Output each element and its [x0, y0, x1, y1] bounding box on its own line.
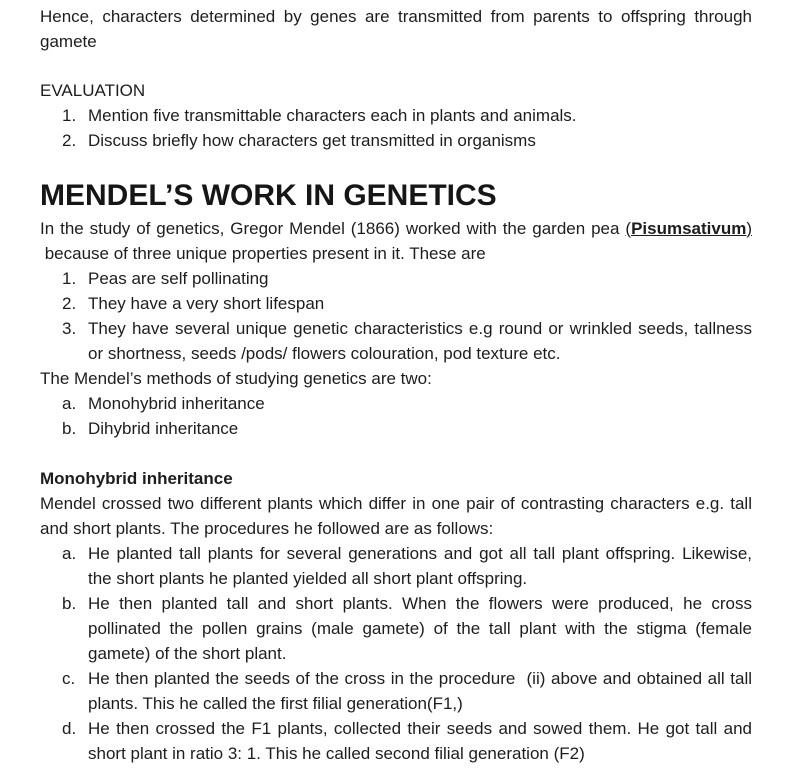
- evaluation-item: [40, 128, 752, 153]
- list-marker: 1.: [62, 106, 77, 125]
- procedure-item: [40, 541, 752, 591]
- list-marker: 2.: [62, 294, 77, 313]
- list-text: Discuss briefly how characters get transmitted in organisms: [88, 131, 536, 150]
- intro-text-after: because of three unique properties present in it. These are: [40, 244, 486, 263]
- evaluation-heading: EVALUATION: [40, 81, 146, 100]
- list-text: He then planted the seeds of the cross in the procedure (ii) above and obtained all tall plants. This he called the first filial generation(F1,): [88, 669, 752, 713]
- method-item: [40, 391, 752, 416]
- list-marker: 1.: [62, 269, 77, 288]
- mendel-intro-paragraph: [40, 216, 752, 266]
- property-item: [40, 266, 752, 291]
- list-marker: 3.: [62, 319, 77, 338]
- list-text: He planted tall plants for several generations and got all tall plant offspring. Likewise, the short plants he planted yielded all short plant offspring.: [88, 544, 752, 588]
- list-text: He then crossed the F1 plants, collected their seeds and sowed them. He got tall and short plant in ratio 3: 1. This he called second filial generation (F2): [88, 719, 752, 763]
- list-text: He then planted tall and short plants. When the flowers were produced, he cross pollinated the pollen grains (male gamete) of the tall plant with the stigma (female gamete) of the short plant.: [88, 594, 752, 663]
- property-item: [40, 291, 752, 316]
- property-item: [40, 316, 752, 366]
- list-text: Monohybrid inheritance: [88, 394, 265, 413]
- list-marker: a.: [62, 394, 77, 413]
- evaluation-item: [40, 103, 752, 128]
- list-marker: b.: [62, 594, 77, 613]
- section-title: MENDEL’S WORK IN GENETICS: [40, 179, 497, 212]
- list-marker: a.: [62, 544, 77, 563]
- list-text: Mention five transmittable characters each in plants and animals.: [88, 106, 577, 125]
- procedure-item: [40, 666, 752, 716]
- list-text: They have several unique genetic characteristics e.g round or wrinkled seeds, tallness or shortness, seeds /pods/ flowers colouration, pod texture etc.: [88, 319, 752, 363]
- list-marker: b.: [62, 419, 77, 438]
- list-marker: 2.: [62, 131, 77, 150]
- list-text: Dihybrid inheritance: [88, 419, 239, 438]
- lead-paragraph: Hence, characters determined by genes are transmitted from parents to offspring through gamete: [40, 7, 752, 51]
- paren-open: (: [625, 219, 632, 238]
- methods-intro: The Mendel’s methods of studying genetics are two:: [40, 369, 432, 388]
- list-marker: c.: [62, 669, 76, 688]
- monohybrid-intro: Mendel crossed two different plants which differ in one pair of contrasting characters e.g. tall and short plants. The procedures he followed are as follows:: [40, 494, 752, 538]
- procedure-item: [40, 716, 752, 766]
- method-item: [40, 416, 752, 441]
- pea-term-group: [625, 219, 752, 238]
- list-text: They have a very short lifespan: [88, 294, 325, 313]
- pea-term: Pisumsativum: [631, 219, 747, 238]
- monohybrid-heading: Monohybrid inheritance: [40, 469, 233, 488]
- list-text: Peas are self pollinating: [88, 269, 269, 288]
- paren-close: ): [746, 219, 752, 238]
- intro-text-before: In the study of genetics, Gregor Mendel (1866) worked with the garden pea: [40, 219, 626, 238]
- list-marker: d.: [62, 719, 77, 738]
- procedure-item: [40, 591, 752, 666]
